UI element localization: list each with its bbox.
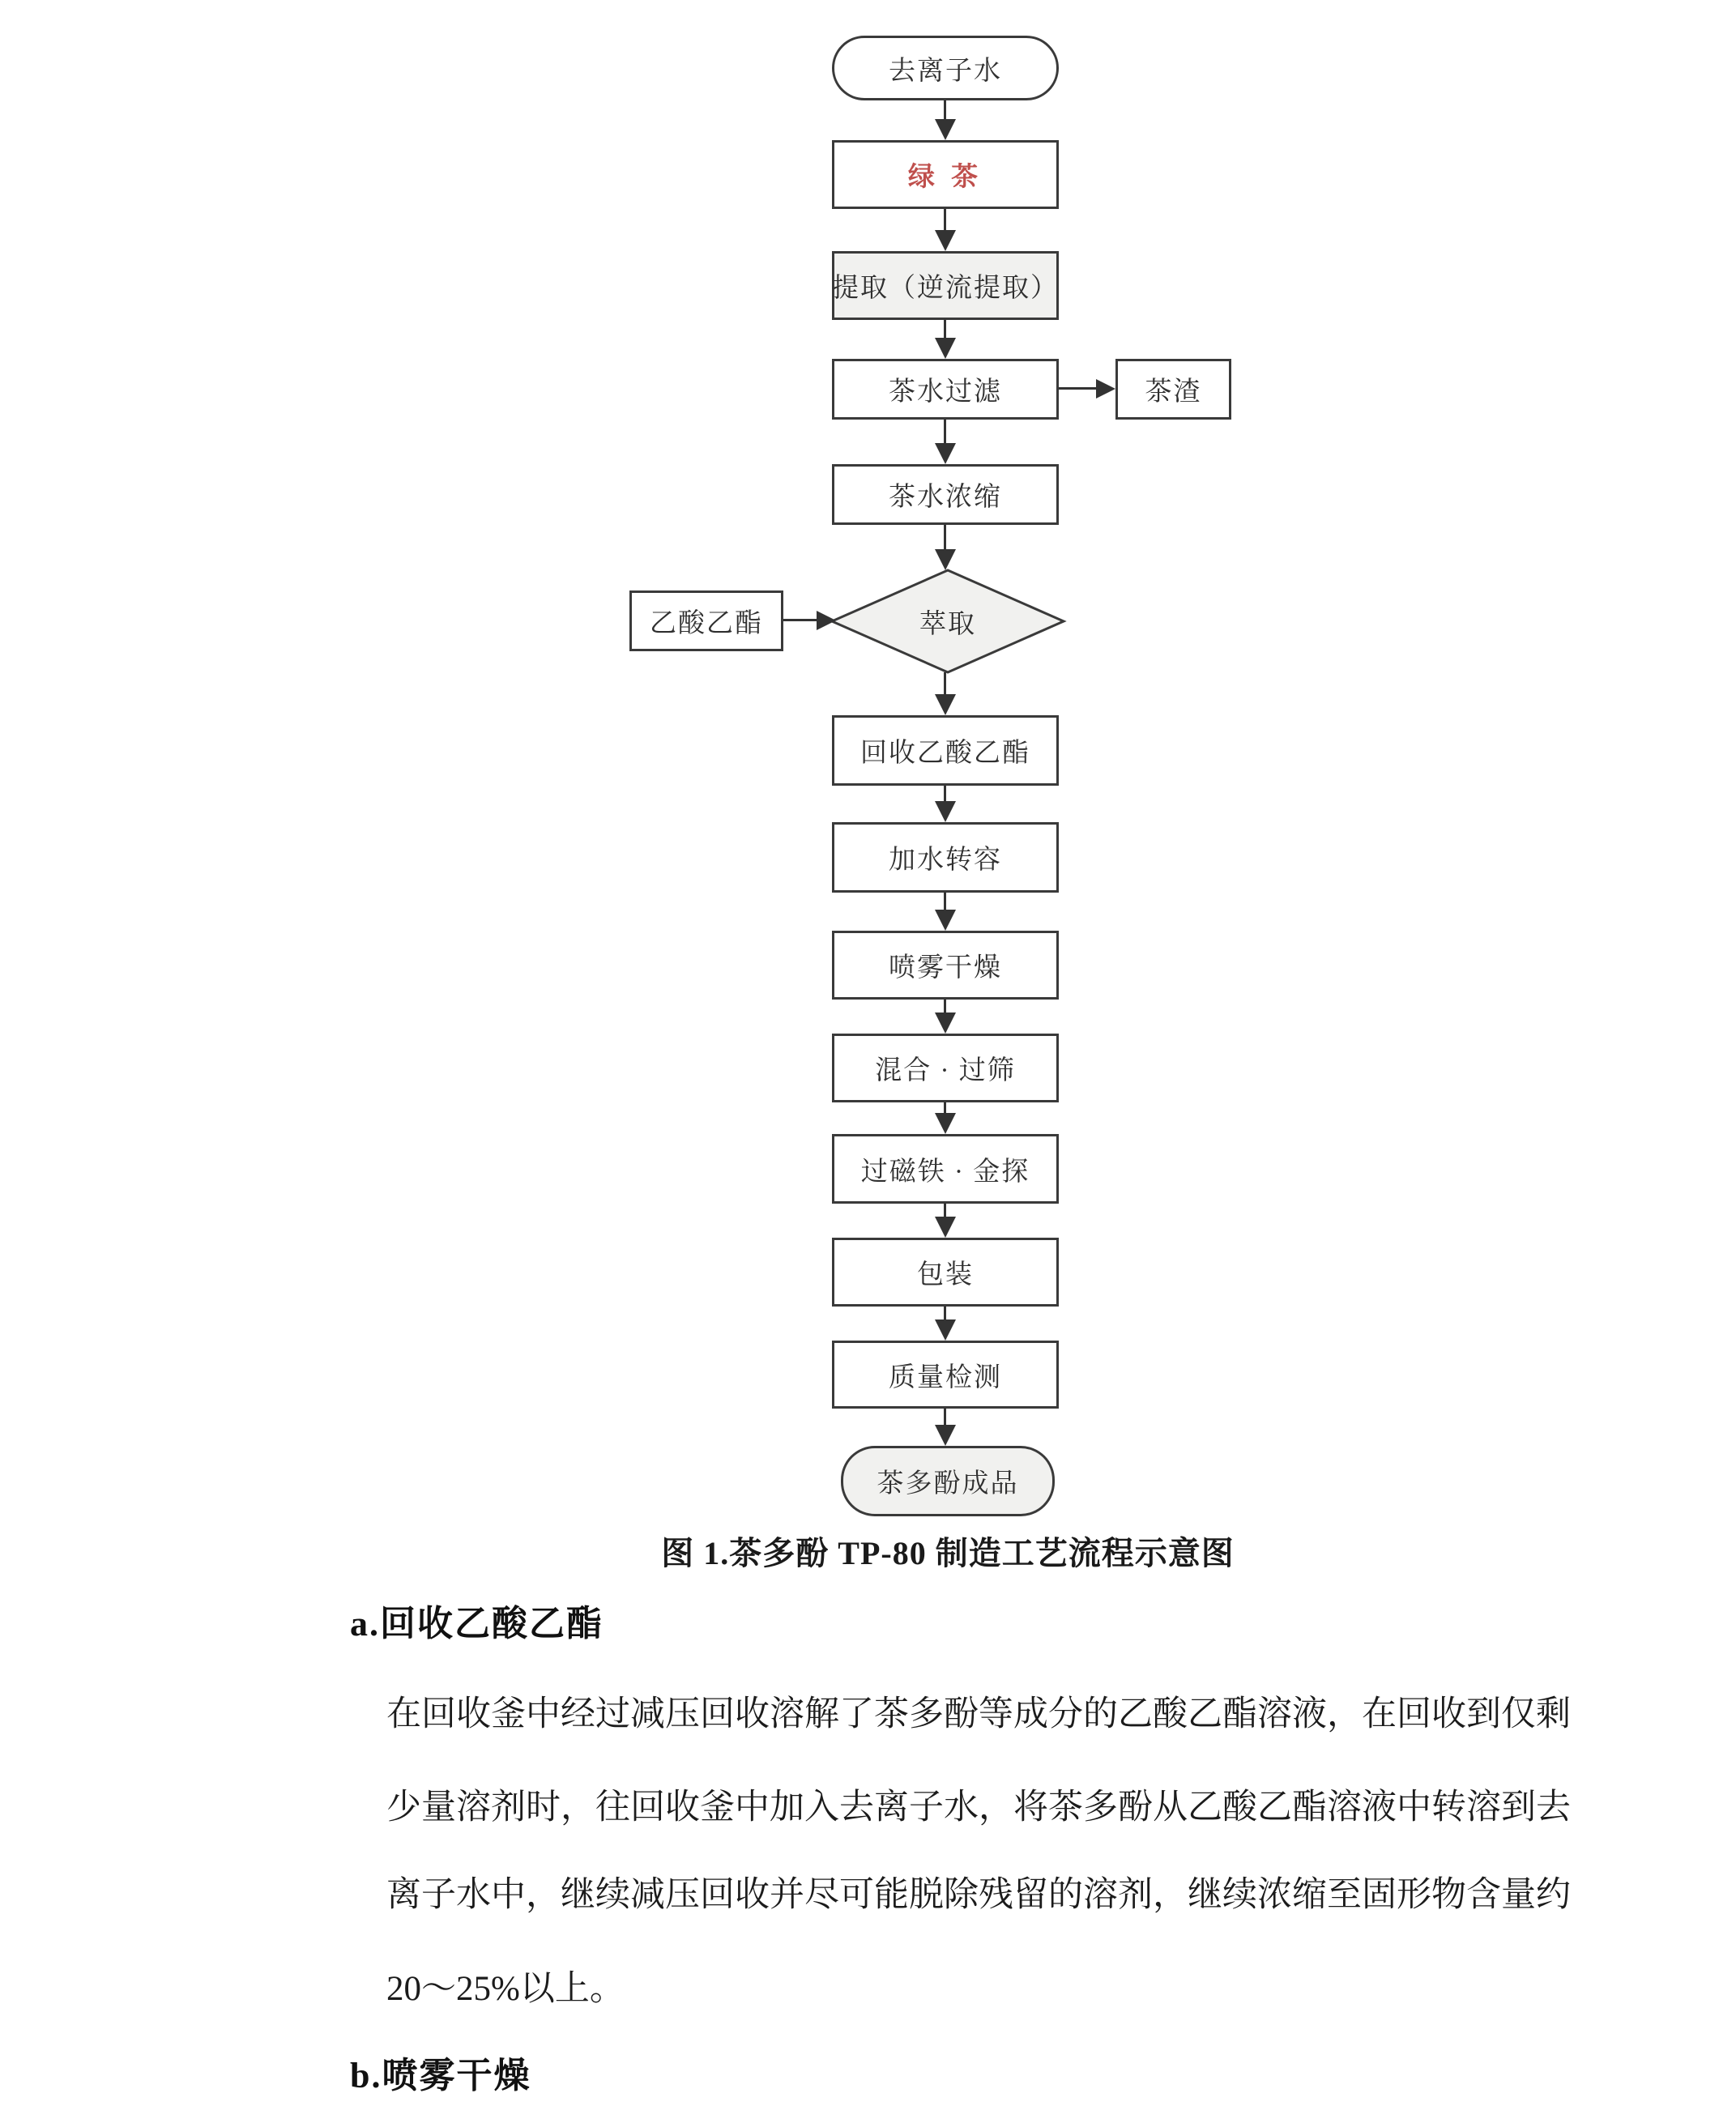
flow-node-ethyl-acetate: 乙酸乙酯: [629, 590, 783, 651]
flow-node-tea-residue: 茶渣: [1115, 359, 1231, 420]
arrow-line-6: [944, 672, 946, 694]
section-heading-b: b.喷雾干燥: [350, 2056, 531, 2095]
section-heading-a: a.回收乙酸乙酯: [350, 1604, 604, 1643]
paragraph-a-line-2: 少量溶剂时，往回收釜中加入去离子水，将茶多酚从乙酸乙酯溶液中转溶到去: [386, 1788, 1571, 1827]
paragraph-a-line-4: 20～25%以上。: [386, 1970, 625, 2008]
flow-node-mixing-sieving: 混合 · 过筛: [832, 1034, 1059, 1102]
arrow-head-9: [935, 1013, 956, 1034]
arrow-head-2: [935, 230, 956, 251]
flow-node-tea-concentration: 茶水浓缩: [832, 464, 1059, 525]
arrow-line-2: [944, 209, 946, 230]
arrow-head-7: [935, 801, 956, 822]
flow-node-green-tea: [832, 140, 1059, 209]
flow-node-recover-ethyl-acetate: 回收乙酸乙酯: [832, 715, 1059, 786]
arrow-head-6: [935, 694, 956, 715]
flow-node-tea-polyphenol-product: 茶多酚成品: [841, 1446, 1055, 1516]
flow-node-spray-drying: 喷雾干燥: [832, 931, 1059, 1000]
arrow-head-to-tea-residue: [1096, 379, 1115, 399]
arrow-line-11: [944, 1204, 946, 1217]
flow-node-deionized-water: 去离子水: [832, 36, 1059, 100]
arrow-line-8: [944, 893, 946, 910]
arrow-line-7: [944, 786, 946, 801]
arrow-head-10: [935, 1113, 956, 1134]
flow-node-extraction-diamond: 萃取: [919, 609, 976, 639]
flow-node-tea-filtering: 茶水过滤: [832, 359, 1059, 420]
flow-node-quality-inspection: 质量检测: [832, 1341, 1059, 1409]
flow-node-green-tea-label: 绿 茶: [907, 163, 983, 192]
flow-node-extraction: 提取（逆流提取）: [832, 251, 1059, 320]
paragraph-a-line-1: 在回收釜中经过减压回收溶解了茶多酚等成分的乙酸乙酯溶液，在回收到仅剩: [386, 1695, 1571, 1733]
arrow-line-5: [944, 525, 946, 549]
arrow-line-4: [944, 420, 946, 443]
arrow-head-11: [935, 1217, 956, 1238]
arrow-head-8: [935, 910, 956, 931]
arrow-line-to-extraction-diamond: [783, 619, 817, 621]
flow-node-packaging: 包装: [832, 1238, 1059, 1307]
arrow-head-1: [935, 119, 956, 140]
flow-node-magnet-metal-detection: 过磁铁 · 金探: [832, 1134, 1059, 1204]
flow-node-add-water-transfer: 加水转容: [832, 822, 1059, 893]
arrow-line-to-tea-residue: [1059, 387, 1096, 390]
arrow-line-3: [944, 320, 946, 338]
arrow-line-9: [944, 1000, 946, 1013]
arrow-line-10: [944, 1102, 946, 1113]
arrow-line-13: [944, 1409, 946, 1425]
arrow-line-1: [944, 100, 946, 119]
arrow-head-13: [935, 1425, 956, 1446]
arrow-head-to-extraction-diamond: [817, 611, 836, 630]
arrow-head-5: [935, 549, 956, 570]
figure-caption: 图 1.茶多酚 TP-80 制造工艺流程示意图: [661, 1535, 1235, 1571]
arrow-head-3: [935, 338, 956, 359]
paragraph-a-line-3: 离子水中，继续减压回收并尽可能脱除残留的溶剂，继续浓缩至固形物含量约: [386, 1876, 1571, 1914]
arrow-head-4: [935, 443, 956, 464]
arrow-line-12: [944, 1307, 946, 1319]
arrow-head-12: [935, 1319, 956, 1341]
